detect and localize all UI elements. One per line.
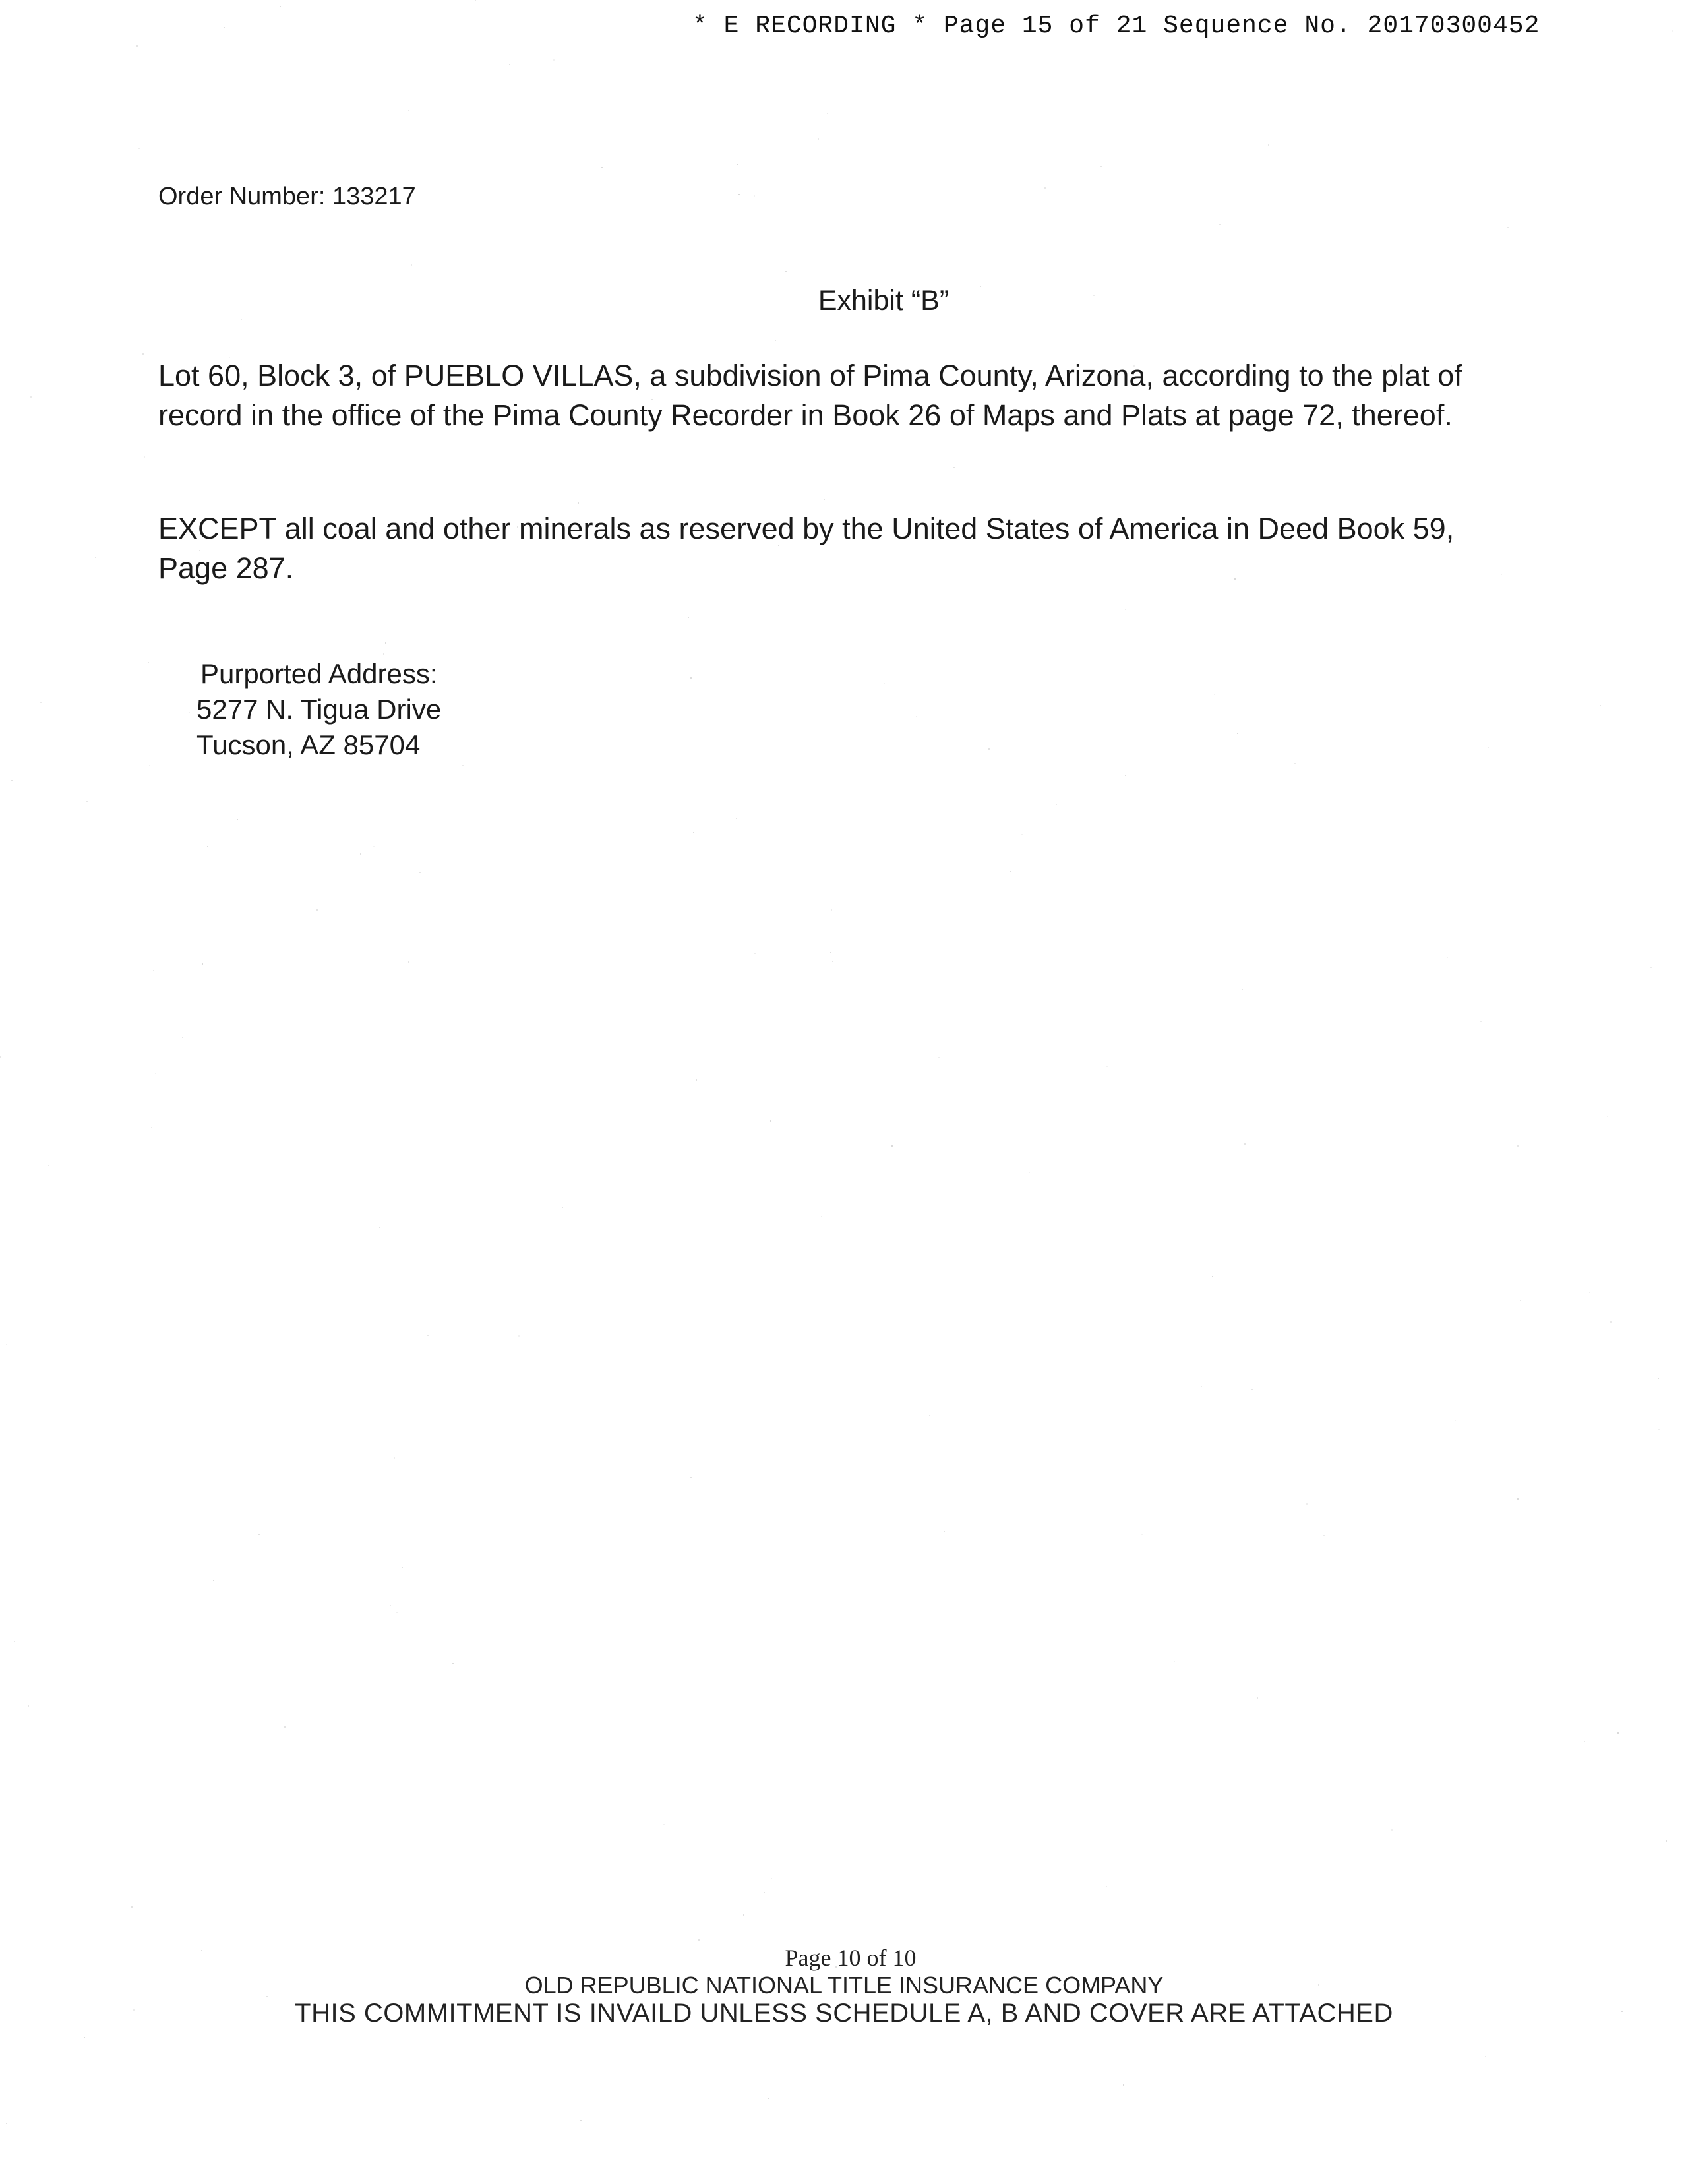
scan-speckle <box>1517 1498 1519 1500</box>
scan-speckle <box>149 765 150 766</box>
scan-speckle <box>891 1145 893 1147</box>
scan-speckle <box>1390 386 1391 388</box>
scan-speckle <box>580 2120 582 2121</box>
scan-speckle <box>142 353 144 355</box>
scan-speckle <box>821 1216 822 1217</box>
scan-speckle <box>373 846 375 847</box>
scan-speckle <box>148 662 149 663</box>
scan-speckle <box>1021 834 1023 835</box>
scan-speckle <box>884 682 885 684</box>
scan-speckle <box>980 286 981 287</box>
scan-speckle <box>6 2123 7 2124</box>
scan-speckle <box>1237 733 1238 734</box>
scan-speckle <box>462 765 464 766</box>
scan-speckle <box>775 340 776 341</box>
scan-speckle <box>916 716 917 717</box>
scan-speckle <box>1621 2011 1623 2012</box>
scan-speckle <box>1610 1321 1612 1323</box>
scan-speckle <box>517 526 518 528</box>
scan-speckle <box>1617 1732 1619 1734</box>
scan-speckle <box>944 1531 945 1532</box>
scan-speckle <box>402 1567 403 1568</box>
address-label: Purported Address: <box>200 658 438 689</box>
scan-speckle <box>1323 1535 1325 1536</box>
scan-speckle <box>202 963 203 965</box>
scan-speckle <box>1010 871 1011 872</box>
scan-speckle <box>408 961 409 963</box>
scan-speckle <box>1106 1066 1108 1067</box>
scan-speckle <box>131 1906 133 1908</box>
scan-speckle <box>1520 1300 1521 1301</box>
scan-speckle <box>280 6 281 7</box>
scan-speckle <box>1391 1829 1393 1831</box>
scan-speckle <box>415 522 417 523</box>
scan-speckle <box>1294 763 1296 764</box>
scan-speckle <box>601 167 603 168</box>
exhibit-title: Exhibit “B” <box>818 285 950 317</box>
scan-speckle <box>396 1612 398 1613</box>
order-number: Order Number: 133217 <box>158 183 416 210</box>
scan-speckle <box>1672 30 1673 32</box>
scan-speckle <box>201 1950 202 1951</box>
scan-speckle <box>241 318 242 320</box>
scan-speckle <box>835 1966 837 1968</box>
scan-speckle <box>40 702 42 703</box>
scan-speckle <box>207 846 208 847</box>
scan-speckle <box>736 818 737 819</box>
scan-speckle <box>1480 1021 1482 1022</box>
scan-speckle <box>0 1056 1 1058</box>
scan-speckle <box>1214 694 1215 695</box>
scan-speckle <box>1093 295 1095 296</box>
scan-speckle <box>743 1914 744 1916</box>
scan-speckle <box>84 2037 85 2038</box>
legal-description: Lot 60, Block 3, of PUEBLO VILLAS, a subdivision of Pima County, Arizona, according to the plat of record in the office of the Pima County Recorder in Book 26 of Maps and Plats at page 72, thereof. <box>158 359 1462 432</box>
scan-speckle <box>1125 609 1126 610</box>
scan-speckle <box>1650 967 1652 968</box>
mineral-exception: EXCEPT all coal and other minerals as reserved by the United States of America in Deed Book 59, Page 287. <box>158 512 1455 585</box>
scan-speckle <box>411 264 412 266</box>
scan-speckle <box>284 1726 286 1728</box>
scan-speckle <box>1507 227 1509 228</box>
scan-speckle <box>394 1457 395 1459</box>
scan-speckle <box>1125 775 1126 776</box>
scan-speckle <box>133 2009 135 2011</box>
address-street: 5277 N. Tigua Drive <box>196 694 442 725</box>
scan-speckle <box>690 1477 692 1478</box>
scan-speckle <box>770 1120 771 1122</box>
scan-speckle <box>578 502 579 504</box>
scan-speckle <box>1488 747 1489 748</box>
scan-speckle <box>408 110 409 111</box>
scan-speckle <box>830 952 831 953</box>
scan-speckle <box>30 396 32 398</box>
scan-speckle <box>153 970 154 971</box>
scan-speckle <box>771 1878 772 1879</box>
scan-speckle <box>818 138 819 140</box>
scan-speckle <box>832 961 833 962</box>
scan-speckle <box>1044 187 1046 189</box>
page-number: Page 10 of 10 <box>785 1945 917 1971</box>
recording-stamp: * E RECORDING * Page 15 of 21 Sequence No. 20170300452 <box>692 12 1540 40</box>
scan-speckle <box>696 1079 697 1081</box>
scan-speckle <box>738 194 740 195</box>
scan-speckle <box>1244 1143 1246 1145</box>
scan-speckle <box>360 853 361 855</box>
scan-speckle <box>693 832 694 833</box>
scan-speckle <box>189 712 190 713</box>
scan-speckle <box>1100 166 1102 167</box>
scan-speckle <box>1268 144 1269 146</box>
scan-speckle <box>199 550 200 551</box>
scan-speckle <box>1600 705 1601 706</box>
scan-speckle <box>1658 1378 1659 1379</box>
scan-speckle <box>1123 2084 1124 2086</box>
scan-speckle <box>1141 1534 1143 1535</box>
scan-speckle <box>988 748 990 750</box>
purported-address <box>196 656 441 763</box>
scan-speckle <box>1501 574 1502 575</box>
address-city-state-zip: Tucson, AZ 85704 <box>196 729 421 760</box>
scan-speckle <box>663 1824 665 1825</box>
scan-speckle <box>1133 365 1135 367</box>
scan-speckle <box>419 872 421 873</box>
scan-speckle <box>475 0 476 1</box>
scan-speckle <box>764 1892 765 1893</box>
scan-speckle <box>778 545 779 546</box>
scan-speckle <box>509 64 510 65</box>
scan-speckle <box>1485 2056 1486 2057</box>
scan-speckle <box>754 195 755 197</box>
scan-speckle <box>144 456 145 458</box>
scan-speckle <box>182 1037 183 1038</box>
scan-speckle <box>651 399 653 400</box>
scan-speckle <box>1607 1116 1608 1117</box>
scan-speckle <box>688 617 689 618</box>
scan-speckle <box>1584 1741 1585 1742</box>
scan-speckle <box>1106 1886 1107 1887</box>
scan-speckle <box>518 1335 520 1337</box>
scan-speckle <box>138 148 140 149</box>
scan-speckle <box>28 1705 29 1707</box>
scan-speckle <box>1318 1984 1319 1986</box>
scan-speckle <box>1589 1292 1590 1293</box>
scan-speckle <box>95 557 96 558</box>
scan-speckle <box>1262 2005 1263 2007</box>
scan-speckle <box>1391 365 1392 367</box>
scan-speckle <box>1029 1172 1030 1173</box>
scan-speckle <box>831 909 832 911</box>
scan-speckle <box>1306 1503 1308 1505</box>
scan-speckle <box>1455 1420 1456 1421</box>
scan-speckle <box>1257 1697 1258 1699</box>
scan-speckle <box>86 801 88 802</box>
scan-speckle <box>258 1534 260 1535</box>
scan-speckle <box>827 113 828 114</box>
scan-speckle <box>390 1605 391 1606</box>
scan-speckle <box>955 1982 956 1983</box>
company-name: OLD REPUBLIC NATIONAL TITLE INSURANCE COMPANY <box>524 1972 1164 1999</box>
scan-speckle <box>1666 1840 1667 1842</box>
scan-speckle <box>155 1073 156 1074</box>
scan-speckle <box>224 27 225 28</box>
scan-speckle <box>237 819 238 820</box>
scan-speckle <box>1174 1661 1175 1662</box>
scan-speckle <box>14 1641 15 1642</box>
scan-speckle <box>266 1996 268 1997</box>
scan-speckle <box>785 271 787 272</box>
scan-speckle <box>1201 1386 1202 1387</box>
scan-speckle <box>48 1165 49 1166</box>
scan-speckle <box>698 1939 700 1941</box>
scan-speckle <box>383 653 384 655</box>
scan-speckle <box>11 780 13 781</box>
scan-speckle <box>553 59 555 61</box>
scan-speckle <box>316 909 318 911</box>
scan-speckle <box>938 1057 940 1058</box>
scan-speckle <box>562 1207 563 1208</box>
scan-speckle <box>768 2098 769 2099</box>
scan-speckle <box>824 499 825 500</box>
scan-speckle <box>737 164 738 165</box>
page-footer <box>0 1944 1688 2027</box>
scan-speckle <box>1234 578 1236 580</box>
validity-notice: THIS COMMITMENT IS INVAILD UNLESS SCHEDULE A, B AND COVER ARE ATTACHED <box>295 1999 1393 2028</box>
scan-speckle <box>151 1127 152 1128</box>
scan-speckle <box>1658 1429 1660 1430</box>
scan-speckle <box>136 46 138 47</box>
scan-speckle <box>452 1663 454 1664</box>
scan-speckle <box>379 1227 380 1228</box>
scan-speckle <box>690 677 692 679</box>
scan-speckle <box>1517 1145 1519 1147</box>
scan-speckle <box>1251 1389 1253 1390</box>
scan-speckle <box>1242 989 1243 990</box>
scan-speckle <box>427 1335 429 1336</box>
scan-speckle <box>929 1415 930 1416</box>
scan-speckle <box>229 357 230 358</box>
scan-speckle <box>6 1344 7 1345</box>
scan-speckle <box>1056 804 1057 805</box>
scan-speckle <box>1212 1276 1213 1277</box>
scan-speckle <box>385 642 386 644</box>
scan-speckle <box>1219 224 1221 225</box>
scan-speckle <box>213 1580 214 1581</box>
scan-speckle <box>953 467 955 468</box>
scan-speckle <box>1447 957 1448 958</box>
scan-speckle <box>754 953 756 954</box>
